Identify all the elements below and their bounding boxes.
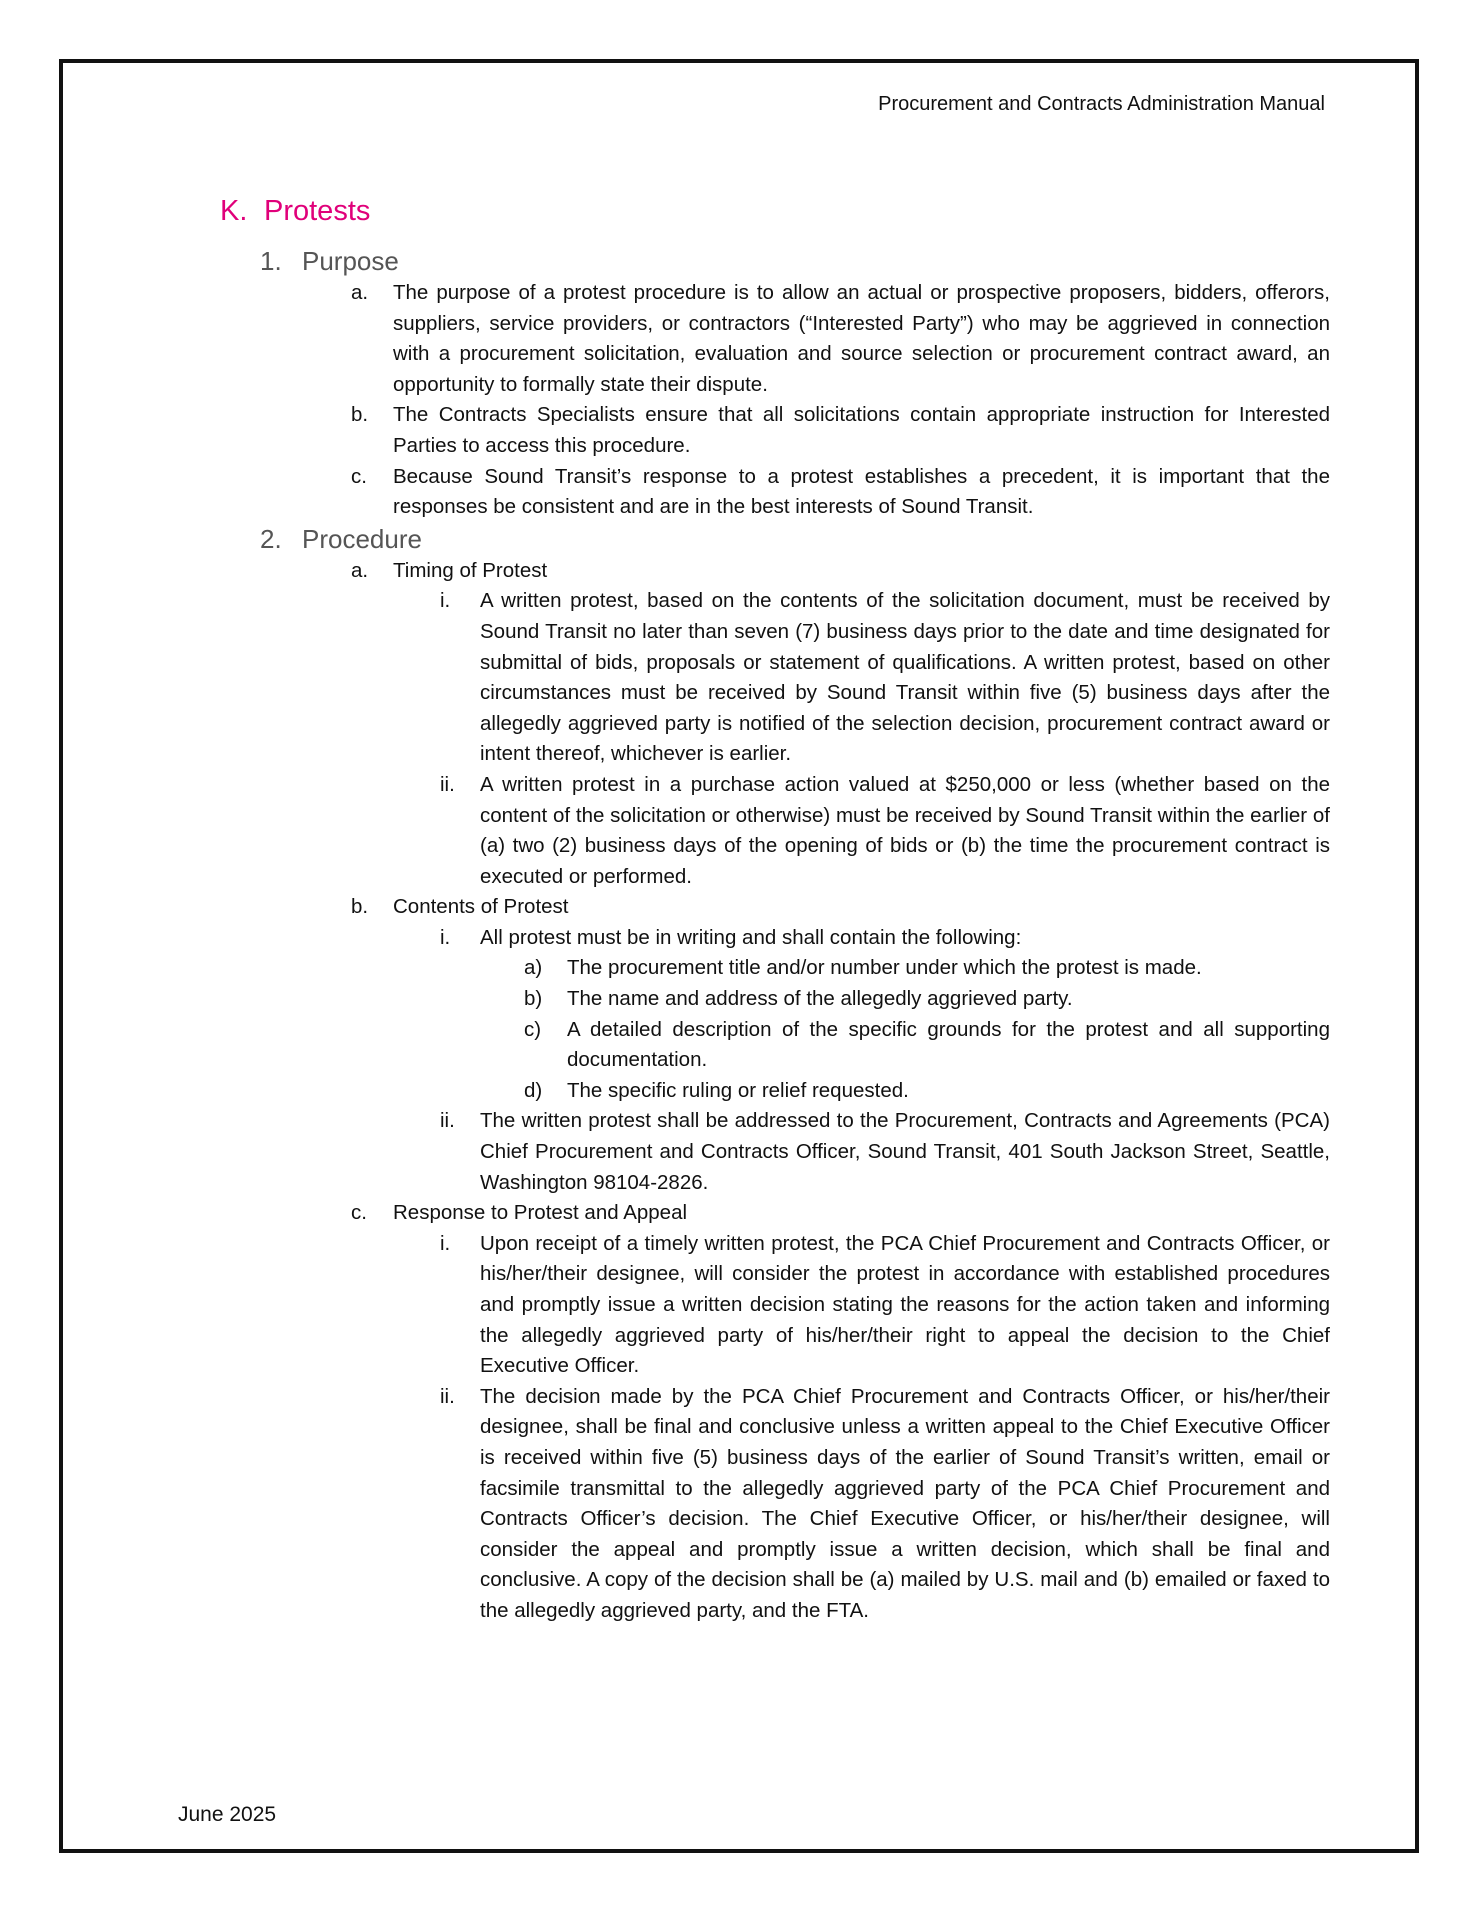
list-text: The purpose of a protest procedure is to allow an actual or prospective proposers, bidders, offerors, suppliers, service providers, or contractors (“Interested Party”) who may be aggrieved in connection with a procurement solicitation, evaluation and source selection or procurement contract award, an opportunity to formally state their dispute. bbox=[393, 281, 1330, 396]
list-text: Contents of Protest bbox=[393, 895, 569, 919]
list-marker: b. bbox=[351, 403, 369, 427]
list-text: The decision made by the PCA Chief Procurement and Contracts Officer, or his/her/their designee, shall be final and conclusive unless a written appeal to the Chief Executive Officer is received within five (5) business days of the earlier of Sound Transit’s written, email or facsimile transmittal to the allegedly aggrieved party of the PCA Chief Procurement and Contracts Officer’s decision. The Chief Executive Officer, or his/her/their designee, will consider the appeal and promptly issue a written decision, which shall be final and conclusive. A copy of the decision shall be (a) mailed by U.S. mail and (b) emailed or faxed to the allegedly aggrieved party, and the FTA. bbox=[480, 1384, 1330, 1622]
subsection-title: Procedure bbox=[302, 523, 422, 554]
page-border bbox=[59, 59, 1419, 1853]
page-footer-date: June 2025 bbox=[178, 1803, 277, 1826]
list-marker: b) bbox=[524, 987, 543, 1011]
section-marker: K. bbox=[220, 195, 248, 227]
list-marker: i. bbox=[440, 589, 451, 613]
list-item bbox=[260, 923, 1330, 954]
list-item bbox=[260, 770, 1330, 892]
list-item bbox=[260, 400, 1330, 461]
list-item bbox=[260, 1076, 1330, 1107]
subsection-marker: 2. bbox=[260, 523, 282, 554]
list-marker: c. bbox=[351, 464, 367, 488]
list-marker: a. bbox=[351, 558, 369, 582]
section-title: Protests bbox=[264, 195, 371, 227]
list-item-contents bbox=[260, 892, 1330, 923]
subsection-title: Purpose bbox=[302, 246, 399, 276]
list-marker: a) bbox=[524, 956, 543, 980]
list-text: A detailed description of the specific grounds for the protest and all supporting documentation. bbox=[567, 1017, 1330, 1072]
subsection-heading-purpose bbox=[260, 245, 1330, 278]
list-item-timing bbox=[260, 556, 1330, 587]
list-item bbox=[260, 1015, 1330, 1076]
list-text: The name and address of the allegedly aggrieved party. bbox=[567, 987, 1073, 1011]
page-header: Procurement and Contracts Administration Manual bbox=[878, 93, 1325, 115]
list-marker: a. bbox=[351, 281, 369, 304]
list-item bbox=[260, 1229, 1330, 1382]
list-marker: d) bbox=[524, 1078, 543, 1102]
list-item bbox=[260, 1382, 1330, 1627]
list-text: All protest must be in writing and shall contain the following: bbox=[480, 925, 1022, 949]
list-item bbox=[260, 586, 1330, 770]
list-item bbox=[260, 278, 1330, 400]
list-item-response bbox=[260, 1198, 1330, 1229]
list-text: The procurement title and/or number under which the protest is made. bbox=[567, 956, 1202, 980]
document-body bbox=[260, 245, 1330, 1627]
list-item bbox=[260, 953, 1330, 984]
subsection-heading-procedure bbox=[260, 523, 1330, 556]
list-marker: b. bbox=[351, 895, 369, 919]
list-text: A written protest, based on the contents of the solicitation document, must be received by Sound Transit no later than seven (7) business days prior to the date and time designated for submittal of bids, proposals or statement of qualifications. A written protest, based on other circumstances must be received by Sound Transit within five (5) business days after the allegedly aggrieved party is notified of the selection decision, procurement contract award or intent thereof, whichever is earlier. bbox=[480, 589, 1330, 766]
list-text: A written protest in a purchase action valued at $250,000 or less (whether based on the content of the solicitation or otherwise) must be received by Sound Transit within the earlier of (a) two (2) business days of the opening of bids or (b) the time the procurement contract is executed or performed. bbox=[480, 772, 1330, 888]
list-marker: c) bbox=[524, 1017, 542, 1041]
list-text: Upon receipt of a timely written protest, the PCA Chief Procurement and Contracts Officer, or his/her/their designee, will consider the protest in accordance with established procedures and promptly issue a written decision stating the reasons for the action taken and informing the allegedly aggrieved party of his/her/their right to appeal the decision to the Chief Executive Officer. bbox=[480, 1231, 1330, 1378]
list-item bbox=[260, 1106, 1330, 1198]
section-heading bbox=[220, 195, 370, 228]
list-marker: ii. bbox=[440, 772, 455, 796]
list-item bbox=[260, 984, 1330, 1015]
list-text: Because Sound Transit’s response to a protest establishes a precedent, it is important that the responses be consistent and are in the best interests of Sound Transit. bbox=[393, 464, 1330, 519]
list-text: The specific ruling or relief requested. bbox=[567, 1078, 909, 1102]
list-marker: i. bbox=[440, 1231, 451, 1255]
list-marker: i. bbox=[440, 925, 451, 949]
list-marker: ii. bbox=[440, 1384, 455, 1408]
list-text: The written protest shall be addressed to the Procurement, Contracts and Agreements (PCA) Chief Procurement and Contracts Officer, Sound Transit, 401 South Jackson Street, Seattle, Washington 98104-2826. bbox=[480, 1109, 1330, 1194]
list-item bbox=[260, 462, 1330, 523]
list-text: Timing of Protest bbox=[393, 558, 548, 582]
list-text: The Contracts Specialists ensure that all solicitations contain appropriate instruction for Interested Parties to access this procedure. bbox=[393, 403, 1330, 457]
list-text: Response to Protest and Appeal bbox=[393, 1201, 688, 1225]
subsection-marker: 1. bbox=[260, 246, 282, 276]
list-marker: ii. bbox=[440, 1109, 455, 1133]
list-marker: c. bbox=[351, 1201, 367, 1225]
